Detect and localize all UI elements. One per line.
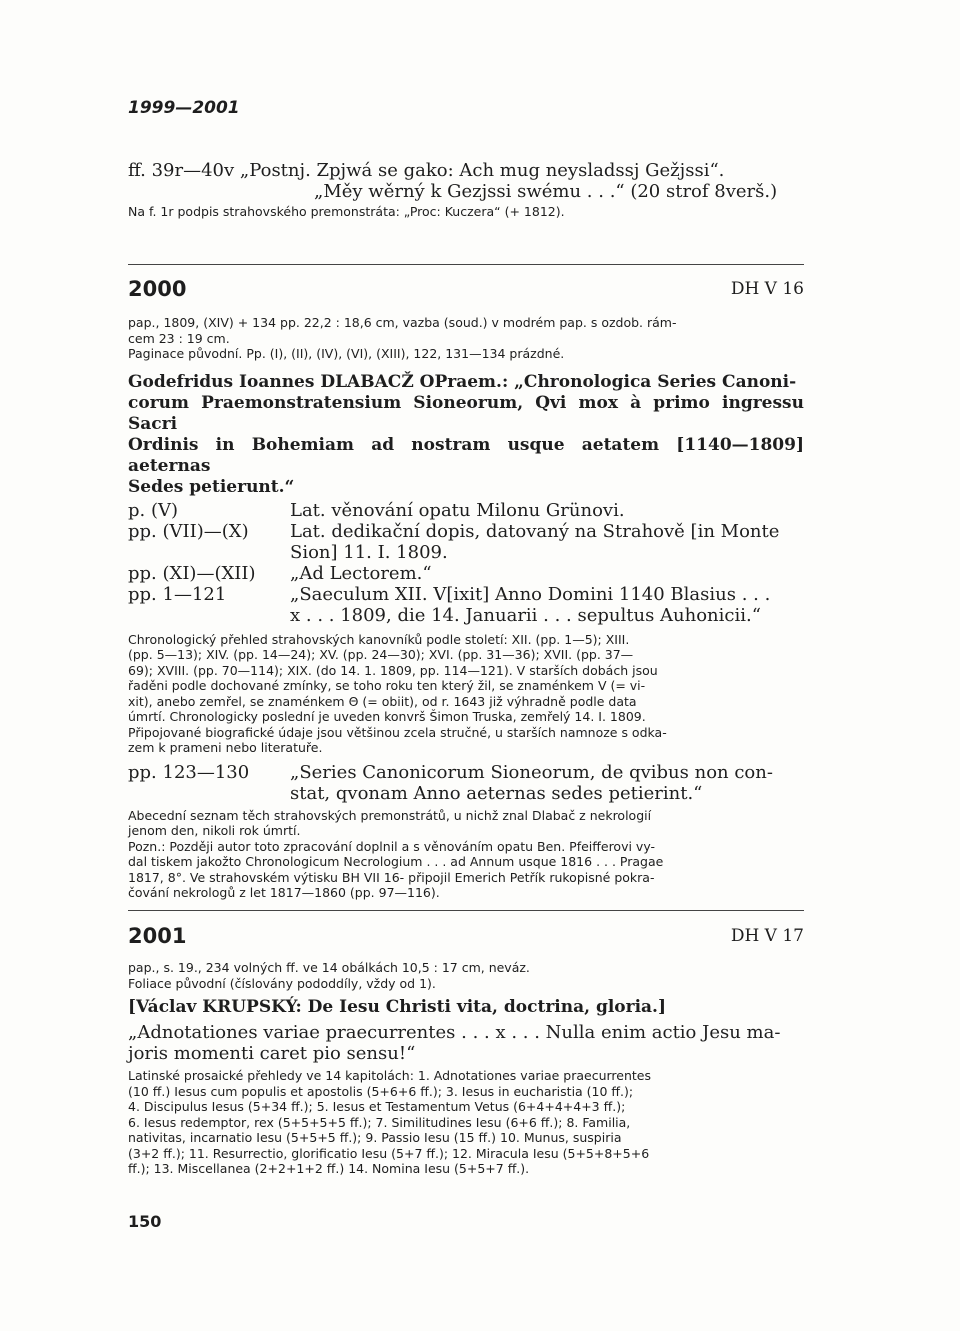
item-text: stat, qvonam Anno aeternas sedes petierint.“ (290, 782, 703, 804)
title-line: Godefridus Ioannes DLABACŽ OPraem.: „Chronologica Series Canoni- (128, 371, 797, 392)
item-text: „Ad Lectorem.“ (290, 562, 432, 584)
paragraph-line: 1817, 8°. Ve strahovském výtisku BH VII 16- připojil Emerich Petřík rukopisné pokra- (128, 869, 655, 885)
entry-header (128, 277, 804, 307)
entry-divider (128, 910, 804, 911)
prev-entry-note: Na f. 1r podpis strahovského premonstráta: „Proc: Kuczera“ (+ 1812). (128, 204, 565, 219)
contents-list (128, 500, 804, 626)
paragraph-line: Latinské prosaické přehledy ve 14 kapitolách: 1. Adnotationes variae praecurrentes (128, 1068, 652, 1083)
description-line: cem 23 : 19 cm. (128, 330, 230, 346)
item-text: „Series Canonicorum Sioneorum, de qvibus non con- (290, 761, 773, 783)
paragraph-line: Chronologický přehled strahovských kanovníků podle století: XII. (pp. 1—5); XIII. (128, 631, 630, 647)
previous-entry (128, 160, 804, 220)
incipit-line: „Adnotationes variae praecurrentes . . . x . . . Nulla enim actio Jesu ma- (128, 1022, 781, 1043)
contents-item (128, 500, 804, 521)
entry-divider (128, 264, 804, 265)
shelf-signature: DH V 17 (730, 926, 804, 946)
paragraph-line: ff.); 13. Miscellanea (2+2+1+2 ff.) 14. Nomina Iesu (5+5+7 ff.). (128, 1161, 530, 1176)
paragraph-line: (10 ff.) Iesus cum populis et apostolis (5+6+6 ff.); 3. Iesus in eucharistia (10 ff.); (128, 1083, 634, 1099)
description-line: Paginace původní. Pp. (I), (II), (IV), (VI), (XIII), 122, 131—134 prázdné. (128, 346, 565, 361)
prev-entry-line: „Měy wěrný k Gezjssi swému . . .“ (20 strof 8verš.) (314, 181, 778, 202)
item-text: Sion] 11. I. 1809. (290, 541, 448, 563)
page-number: 150 (128, 1212, 162, 1231)
description-line: pap., s. 19., 234 volných ff. ve 14 obálkách 10,5 : 17 cm, neváz. (128, 960, 530, 975)
paragraph-line: úmrtí. Chronologicky poslední je uveden konvrš Šimon Truska, zemřelý 14. I. 1809. (128, 709, 646, 724)
paragraph-line: čování nekrologů z let 1817—1860 (pp. 97—116). (128, 885, 440, 900)
work-title (128, 372, 804, 498)
running-head: 1999—2001 (128, 98, 240, 118)
paragraph-line: (pp. 5—13); XIV. (pp. 14—24); XV. (pp. 24—30); XVI. (pp. 31—36); XVII. (pp. 37— (128, 647, 634, 662)
paragraph-line: řaděni podle dochované zmínky, se toho roku ten který žil, se znaménkem V (= vi- (128, 678, 646, 693)
contents-item (128, 521, 804, 563)
contents-item (128, 584, 804, 626)
paragraph-line: 6. Iesus redemptor, rex (5+5+5+5 ff.); 7. Similitudines Iesu (6+6 ff.); 8. Familia, (128, 1114, 631, 1130)
shelf-signature: DH V 16 (730, 279, 804, 299)
entry-header (128, 924, 804, 954)
incipit (128, 1022, 804, 1064)
page-range: pp. 123—130 (128, 761, 250, 783)
entry-2001 (128, 924, 804, 1177)
page-range: pp. (VII)—(X) (128, 520, 249, 542)
paragraph-line: Abecední seznam těch strahovských premonstrátů, u nichž znal Dlabač z nekrologií (128, 807, 652, 823)
incipit-line: joris momenti caret pio sensu!“ (128, 1043, 416, 1064)
chronology-paragraph (128, 632, 804, 756)
entry-number: 2000 (128, 277, 187, 301)
paragraph-line: nativitas, incarnatio Iesu (5+5+5 ff.); 9. Passio Iesu (15 ff.) 10. Munus, suspiria (128, 1130, 622, 1145)
item-text: „Saeculum XII. V[ixit] Anno Domini 1140 Blasius . . . (290, 583, 771, 605)
item-text: Lat. dedikační dopis, datovaný na Strahově [in Monte (290, 520, 780, 542)
contents-item (128, 762, 804, 804)
page-range: pp. 1—121 (128, 583, 227, 605)
entry-2000 (128, 277, 804, 901)
work-title: [Václav KRUPSKÝ: De Iesu Christi vita, doctrina, gloria.] (128, 997, 667, 1017)
contents-paragraph (128, 1068, 804, 1177)
title-line: Ordinis in Bohemiam ad nostram usque aetatem [1140—1809] aeternas (128, 434, 804, 476)
item-text: Lat. věnování opatu Milonu Grünovi. (290, 499, 625, 521)
paragraph-line: jenom den, nikoli rok úmrtí. (128, 823, 301, 838)
paragraph-line: Pozn.: Později autor toto zpracování doplnil a s věnováním opatu Ben. Pfeifferovi vy- (128, 838, 656, 854)
contents-item (128, 563, 804, 584)
paragraph-line: dal tiskem jakožto Chronologicum Necrologium . . . ad Annum usque 1816 . . . Pragae (128, 854, 664, 869)
entry-number: 2001 (128, 924, 187, 948)
title-line: corum Praemonstratensium Sioneorum, Qvi mox à primo ingressu Sacri (128, 392, 804, 434)
description-line: pap., 1809, (XIV) + 134 pp. 22,2 : 18,6 cm, vazba (soud.) v modrém pap. s ozdob. rám- (128, 315, 677, 330)
description-line: Foliace původní (číslovány pododdíly, vždy od 1). (128, 975, 436, 991)
title-line: Sedes petierunt.“ (128, 476, 295, 497)
paragraph-line: 69); XVIII. (pp. 70—114); XIX. (do 14. 1. 1809, pp. 114—121). V starších dobách jsou (128, 662, 658, 678)
prev-entry-line: ff. 39r—40v „Postnj. Zpjwá se gako: Ach mug neysladssj Gežjssi“. (128, 160, 725, 181)
item-text: x . . . 1809, die 14. Januarii . . . sepultus Auhonicii.“ (290, 604, 761, 626)
paragraph-line: zem k prameni nebo literatuře. (128, 740, 323, 755)
paragraph-line: xit), anebo zemřel, se znaménkem Θ (= obiit), od r. 1643 již výhradně podle data (128, 693, 637, 709)
paragraph-line: Připojované biografické údaje jsou většinou zcela stručné, u starších namnoze s odka- (128, 724, 667, 740)
page-range: pp. (XI)—(XII) (128, 562, 256, 584)
page-range: p. (V) (128, 499, 179, 521)
paragraph-line: (3+2 ff.); 11. Resurrectio, glorificatio Iesu (5+7 ff.); 12. Miracula Iesu (5+5+8+5+6 (128, 1145, 650, 1161)
physical-description (128, 960, 804, 991)
notes-paragraph (128, 808, 804, 901)
paragraph-line: 4. Discipulus Iesus (5+34 ff.); 5. Iesus et Testamentum Vetus (6+4+4+4+3 ff.); (128, 1099, 626, 1114)
physical-description (128, 315, 804, 362)
